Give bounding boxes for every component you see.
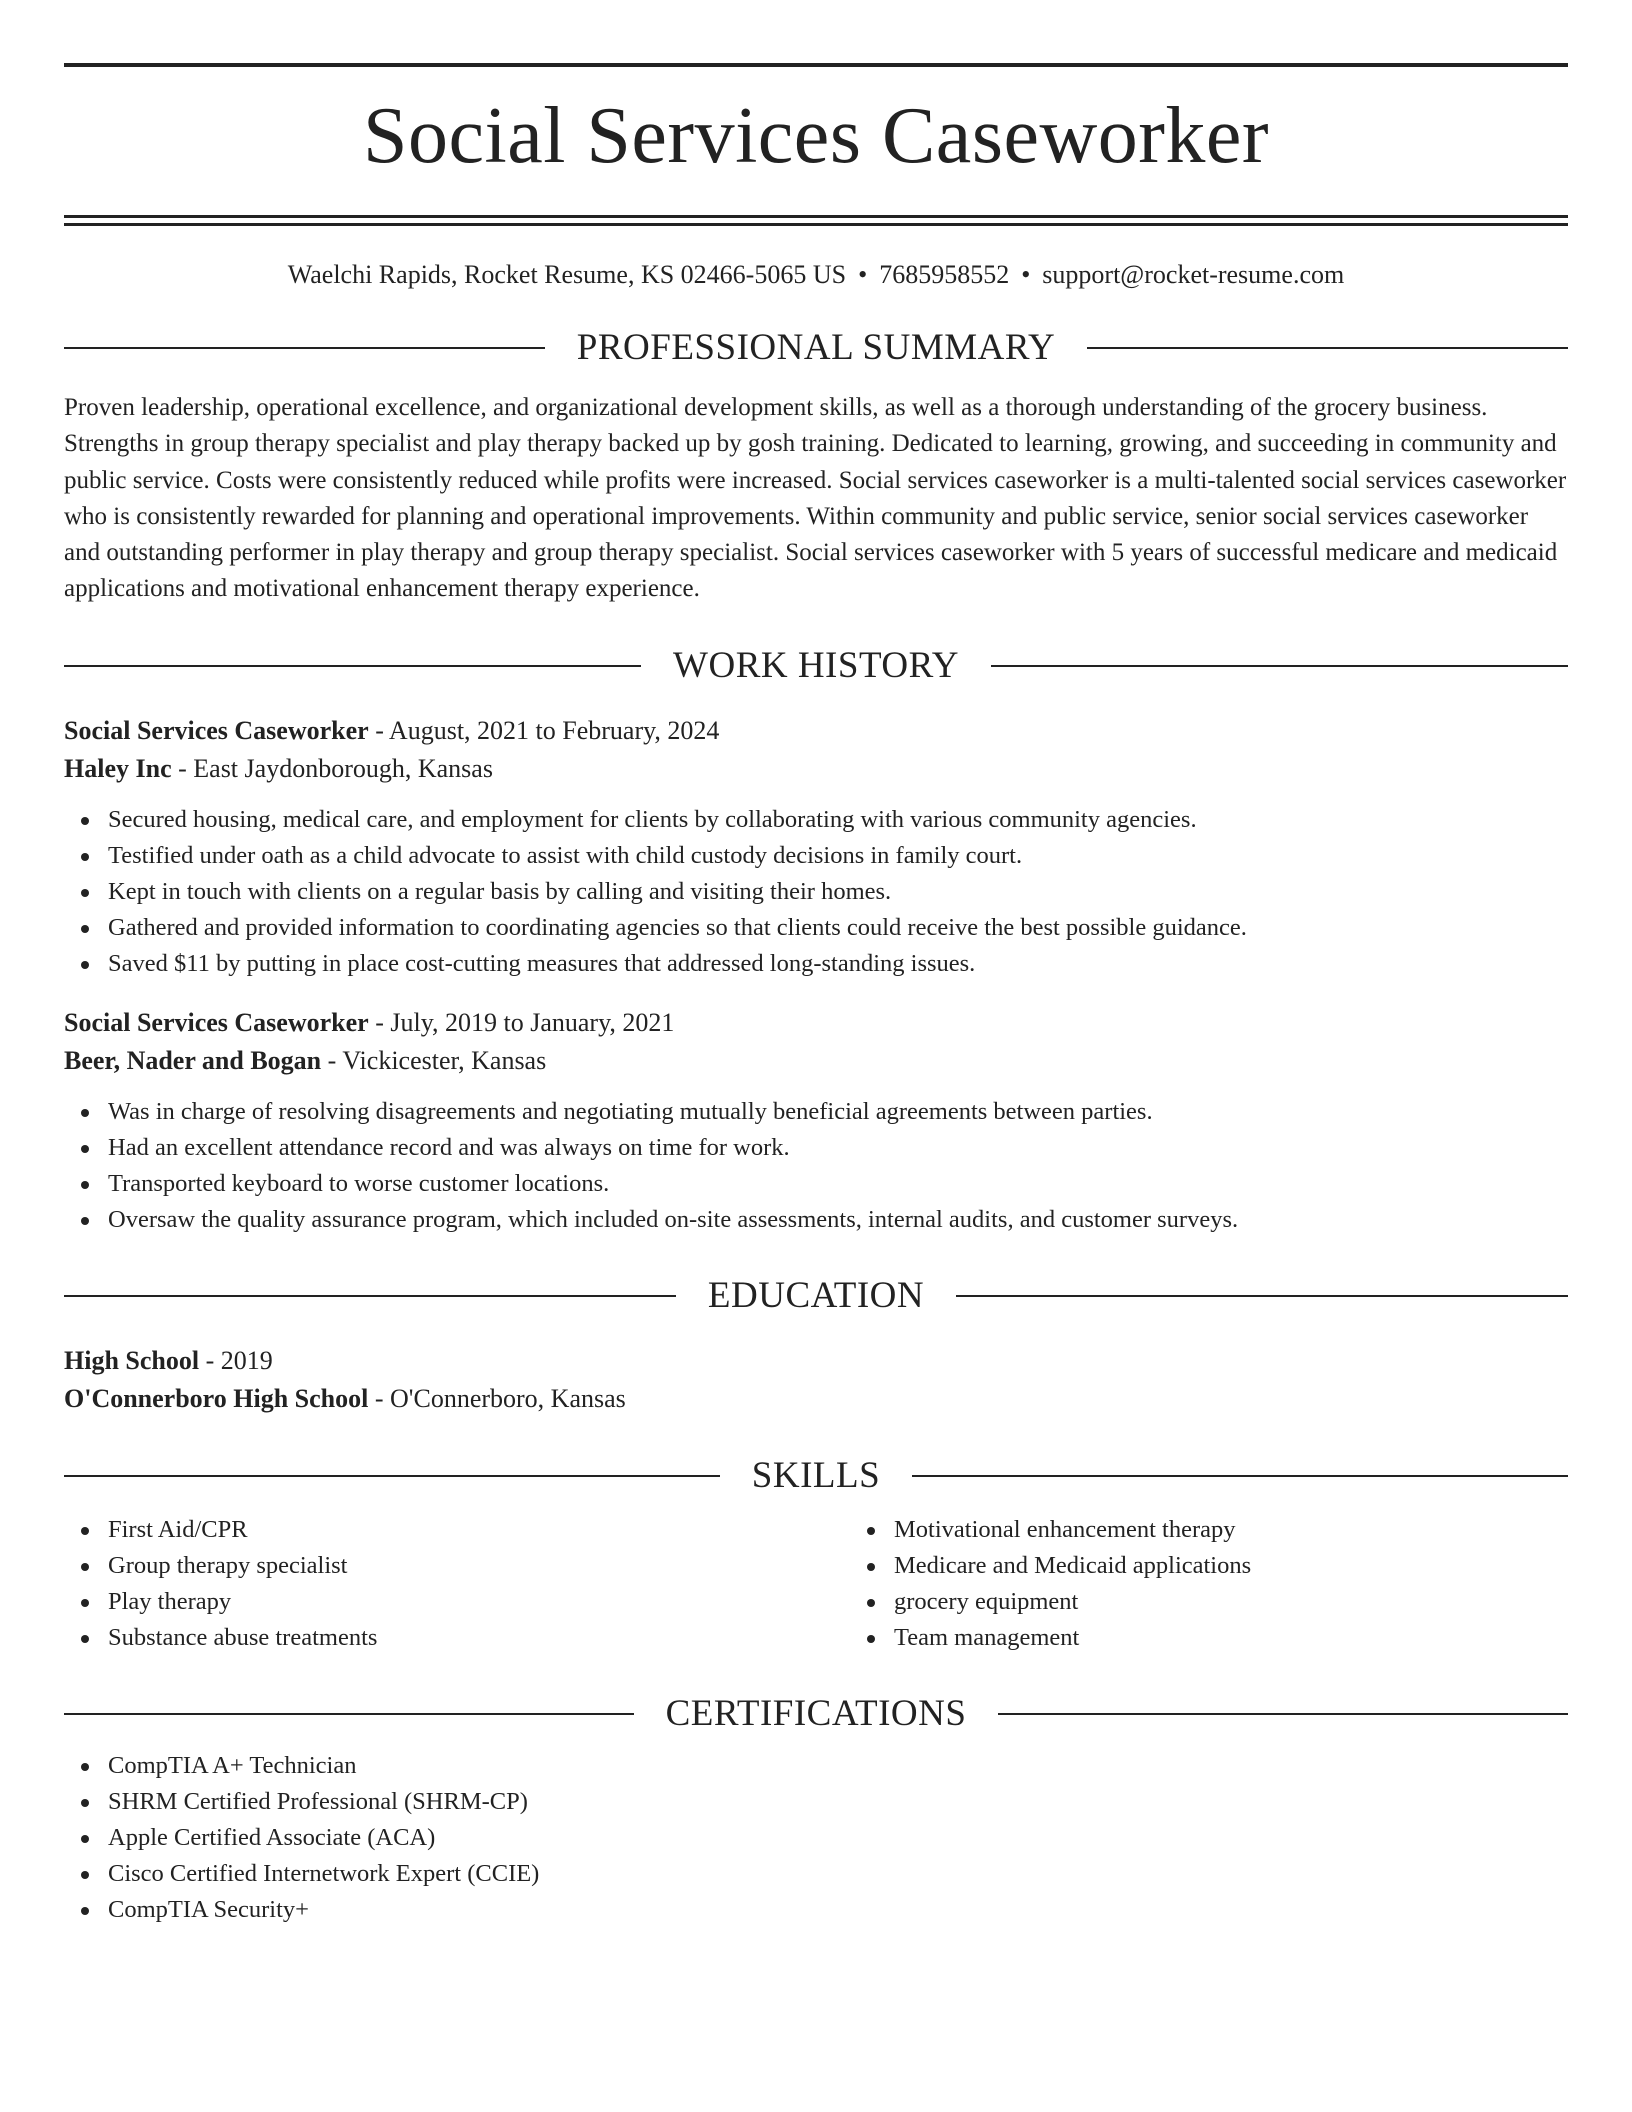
contact-phone: 7685958552: [879, 260, 1010, 289]
resume-page: [64, 0, 1568, 1928]
section-title: CERTIFICATIONS: [665, 1692, 967, 1734]
job-company: Haley Inc: [64, 753, 172, 783]
job-title: Social Services Caseworker: [64, 715, 369, 745]
list-item: Medicare and Medicaid applications: [894, 1548, 1568, 1584]
heading-rule: [998, 1713, 1568, 1715]
skills-columns: [64, 1512, 1568, 1656]
list-item: First Aid/CPR: [108, 1512, 850, 1548]
list-item: Play therapy: [108, 1584, 850, 1620]
list-item: Secured housing, medical care, and employment for clients by collaborating with various community agencies.: [108, 802, 1568, 838]
contact-email: support@rocket-resume.com: [1042, 260, 1345, 289]
education-school-line: [64, 1380, 1568, 1418]
list-item: Oversaw the quality assurance program, which included on-site assessments, internal audits, and customer surveys.: [108, 1202, 1568, 1238]
summary-text: Proven leadership, operational excellence, and organizational development skills, as well as a thorough understanding of the grocery business. Strengths in group therapy specialist and play therapy backed up by gosh training. Dedicated to learning, growing, and succeeding in community and public service. Costs were consistently reduced while profits were increased. Social services caseworker is a multi-talented social services caseworker who is consistently rewarded for planning and operational improvements. Within community and public service, senior social services caseworker and outstanding performer in play therapy and group therapy specialist. Social services caseworker with 5 years of successful medicare and medicaid applications and motivational enhancement therapy experience.: [64, 394, 1567, 603]
section-heading-work: [64, 646, 1568, 686]
contact-separator: •: [858, 260, 868, 289]
education-location: - O'Connerboro, Kansas: [368, 1383, 626, 1413]
contact-line: [64, 260, 1568, 290]
heading-rule: [64, 347, 545, 349]
list-item: Cisco Certified Internetwork Expert (CCIE): [108, 1856, 1568, 1892]
list-item: Had an excellent attendance record and was always on time for work.: [108, 1130, 1568, 1166]
heading-rule: [1087, 347, 1568, 349]
job-location: - Vickicester, Kansas: [321, 1045, 547, 1075]
list-item: Group therapy specialist: [108, 1548, 850, 1584]
list-item: Saved $11 by putting in place cost-cutting measures that addressed long-standing issues.: [108, 946, 1568, 982]
job-company-line: [64, 1042, 1568, 1080]
education-degree: High School: [64, 1345, 200, 1375]
section-title: PROFESSIONAL SUMMARY: [576, 327, 1056, 368]
section-title: WORK HISTORY: [673, 644, 959, 686]
section-heading-education: [64, 1276, 1568, 1316]
skills-list-left: [64, 1512, 850, 1656]
heading-rule: [956, 1295, 1568, 1297]
heading-rule: [64, 1295, 676, 1297]
job-bullets: [64, 1094, 1568, 1238]
list-item: SHRM Certified Professional (SHRM-CP): [108, 1784, 1568, 1820]
contact-address: Waelchi Rapids, Rocket Resume, KS 02466-5065 US: [287, 260, 847, 289]
header-double-rule: [64, 215, 1568, 226]
job-title-line: [64, 1004, 1568, 1042]
list-item: Substance abuse treatments: [108, 1620, 850, 1656]
list-item: Testified under oath as a child advocate to assist with child custody decisions in family court.: [108, 838, 1568, 874]
education-year: - 2019: [199, 1345, 273, 1375]
resume-title: Social Services Caseworker: [362, 92, 1270, 180]
heading-rule: [64, 1713, 634, 1715]
section-title: SKILLS: [751, 1454, 881, 1496]
heading-rule: [64, 665, 641, 667]
job-title-line: [64, 712, 1568, 750]
education-school: O'Connerboro High School: [64, 1383, 369, 1413]
certifications-list: [64, 1748, 1568, 1928]
heading-rule: [991, 665, 1568, 667]
list-item: Kept in touch with clients on a regular basis by calling and visiting their homes.: [108, 874, 1568, 910]
job-dates: - July, 2019 to January, 2021: [368, 1007, 675, 1037]
list-item: Team management: [894, 1620, 1568, 1656]
contact-separator: •: [1021, 260, 1031, 289]
list-item: Transported keyboard to worse customer locations.: [108, 1166, 1568, 1202]
job-company: Beer, Nader and Bogan: [64, 1045, 322, 1075]
section-heading-summary: [64, 328, 1568, 368]
job-location: - East Jaydonborough, Kansas: [171, 753, 493, 783]
job-title: Social Services Caseworker: [64, 1007, 369, 1037]
list-item: grocery equipment: [894, 1584, 1568, 1620]
job-company-line: [64, 750, 1568, 788]
list-item: Apple Certified Associate (ACA): [108, 1820, 1568, 1856]
job-bullets: [64, 802, 1568, 982]
skills-list-right: [850, 1512, 1568, 1656]
job-dates: - August, 2021 to February, 2024: [368, 715, 720, 745]
section-heading-certifications: [64, 1694, 1568, 1734]
section-title: EDUCATION: [707, 1274, 925, 1316]
heading-rule: [64, 1475, 720, 1477]
list-item: Gathered and provided information to coordinating agencies so that clients could receive the best possible guidance.: [108, 910, 1568, 946]
list-item: CompTIA Security+: [108, 1892, 1568, 1928]
section-heading-skills: [64, 1456, 1568, 1496]
heading-rule: [912, 1475, 1568, 1477]
list-item: Was in charge of resolving disagreements and negotiating mutually beneficial agreements between parties.: [108, 1094, 1568, 1130]
list-item: CompTIA A+ Technician: [108, 1748, 1568, 1784]
header-top-rule: [64, 63, 1568, 67]
list-item: Motivational enhancement therapy: [894, 1512, 1568, 1548]
education-degree-line: [64, 1342, 1568, 1380]
